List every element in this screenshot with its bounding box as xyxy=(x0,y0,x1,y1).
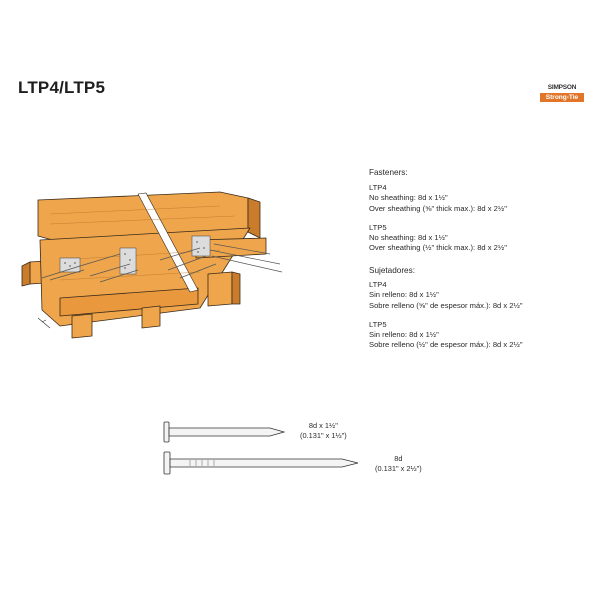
connector-plate-3 xyxy=(192,236,210,256)
post-left xyxy=(72,314,92,338)
ltp5-label-es: LTP5 xyxy=(369,319,387,329)
ltp5-over-sheathing: Over sheathing (½" thick max.): 8d x 2½" xyxy=(369,243,507,253)
long-nail-dimensions: (0.131" x 2½") xyxy=(375,463,422,473)
ltp4-label: LTP4 xyxy=(369,183,387,193)
rim-end xyxy=(22,262,30,286)
ltp4-sobre-relleno: Sobre relleno (⅝" de espesor máx.): 8d x 2½" xyxy=(369,300,523,310)
logo-bottom-text: Strong-Tie xyxy=(540,93,584,102)
framing-connector-illustration xyxy=(20,180,320,340)
short-nail-size: 8d x 1½" xyxy=(308,421,338,430)
sujetadores-heading: Sujetadores: xyxy=(369,266,415,275)
fasteners-english xyxy=(369,168,507,253)
nail-icon-long xyxy=(164,452,358,474)
ltp4-label-es: LTP4 xyxy=(369,280,387,290)
ltp5-sin-relleno: Sin relleno: 8d x 1½" xyxy=(369,330,439,340)
ltp5-label: LTP5 xyxy=(369,222,387,232)
short-nail-dimensions: (0.131" x 1½") xyxy=(300,430,347,440)
post-right xyxy=(208,272,232,306)
ltp4-sin-relleno: Sin relleno: 8d x 1½" xyxy=(369,290,439,300)
page-title: LTP4/LTP5 xyxy=(18,78,106,97)
nail-icon-short xyxy=(164,422,284,442)
post-mid xyxy=(142,306,160,328)
fasteners-spanish xyxy=(369,266,523,350)
connector-plate-2 xyxy=(120,248,136,274)
long-nail-size: 8d xyxy=(394,454,403,463)
ltp4-over-sheathing: Over sheathing (⅝" thick max.): 8d x 2½" xyxy=(369,203,507,213)
fasteners-heading: Fasteners: xyxy=(369,168,408,177)
long-nail-label xyxy=(375,454,422,473)
short-nail-label xyxy=(300,421,347,440)
simpson-strong-tie-logo xyxy=(540,84,584,102)
logo-top-text: SIMPSON xyxy=(547,84,577,91)
top-plate-end xyxy=(248,198,260,238)
ltp4-no-sheathing: No sheathing: 8d x 1½" xyxy=(369,193,448,203)
ltp5-sobre-relleno: Sobre relleno (½" de espesor máx.): 8d x 2½" xyxy=(369,340,523,350)
ltp5-no-sheathing: No sheathing: 8d x 1½" xyxy=(369,233,448,243)
post-right-side xyxy=(232,272,240,304)
